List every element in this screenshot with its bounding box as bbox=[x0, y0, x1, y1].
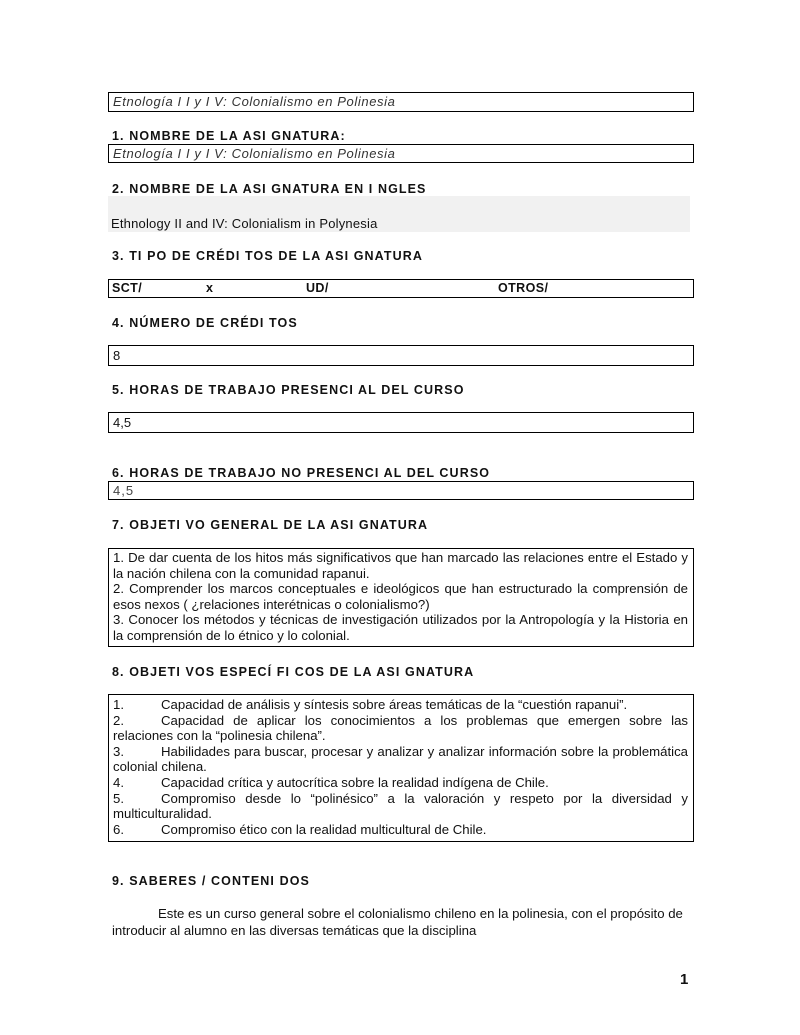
english-name-text: Ethnology II and IV: Colonialism in Polynesia bbox=[111, 216, 378, 231]
contents-paragraph: Este es un curso general sobre el colonialismo chileno en la polinesia, con el propósito de introducir al alumno en las diversas temáticas que la disciplina bbox=[112, 906, 683, 938]
specific-objective-item bbox=[113, 744, 688, 775]
credit-type-otros: OTROS/ bbox=[498, 281, 549, 295]
credits-number-field: 8 bbox=[108, 345, 694, 366]
course-name-field: Etnología I I y I V: Colonialismo en Polinesia bbox=[108, 144, 694, 163]
course-title-box: Etnología I I y I V: Colonialismo en Polinesia bbox=[108, 92, 694, 112]
presential-hours-field: 4,5 bbox=[108, 412, 694, 433]
section-5-heading: 5. HORAS DE TRABAJO PRESENCI AL DEL CURSO bbox=[112, 383, 465, 397]
specific-objective-number: 6. bbox=[113, 821, 124, 837]
specific-objective-text: Compromiso ético con la realidad multicultural de Chile. bbox=[161, 821, 487, 837]
credit-type-box bbox=[108, 279, 694, 298]
general-objective-item: 2. Comprender los marcos conceptuales e ideológicos que han estructurado la comprensión de esos nexos ( ¿relaciones interétnicas o colonialismo?) bbox=[113, 581, 688, 612]
section-1-heading: 1. NOMBRE DE LA ASI GNATURA: bbox=[112, 129, 346, 143]
specific-objectives-box bbox=[108, 694, 694, 842]
specific-objective-item bbox=[113, 791, 688, 822]
specific-objective-text: Compromiso desde lo “polinésico” a la valoración y respeto por la diversidad y multiculturalidad. bbox=[113, 790, 688, 822]
specific-objective-text: Capacidad de aplicar los conocimientos a los problemas que emergen sobre las relaciones con la “polinesia chilena”. bbox=[113, 712, 688, 744]
specific-objective-number: 5. bbox=[113, 790, 124, 806]
general-objective-item: 1. De dar cuenta de los hitos más significativos que han marcado las relaciones entre el Estado y la nación chilena con la comunidad rapanui. bbox=[113, 550, 688, 581]
section-8-heading: 8. OBJETI VOS ESPECÍ FI COS DE LA ASI GNATURA bbox=[112, 665, 475, 679]
page-number: 1 bbox=[680, 971, 689, 988]
credit-type-sct: SCT/ bbox=[112, 281, 143, 295]
specific-objective-item bbox=[113, 697, 688, 713]
general-objective-item: 3. Conocer los métodos y técnicas de investigación utilizados por la Antropología y la Historia en la comprensión de lo étnico y lo colonial. bbox=[113, 612, 688, 643]
specific-objective-text: Capacidad crítica y autocrítica sobre la realidad indígena de Chile. bbox=[161, 774, 549, 790]
specific-objective-text: Capacidad de análisis y síntesis sobre áreas temáticas de la “cuestión rapanui”. bbox=[161, 697, 628, 712]
general-objective-box bbox=[108, 548, 694, 647]
section-9-heading: 9. SABERES / CONTENI DOS bbox=[112, 874, 310, 888]
non-presential-hours-field: 4,5 bbox=[108, 481, 694, 500]
specific-objective-number: 3. bbox=[113, 743, 124, 759]
credit-type-mark: x bbox=[206, 281, 214, 295]
section-7-heading: 7. OBJETI VO GENERAL DE LA ASI GNATURA bbox=[112, 518, 429, 532]
specific-objective-number: 1. bbox=[113, 697, 124, 712]
specific-objective-item bbox=[113, 775, 688, 791]
section-4-heading: 4. NÚMERO DE CRÉDI TOS bbox=[112, 316, 298, 330]
english-name-field bbox=[108, 196, 690, 232]
specific-objective-item bbox=[113, 822, 688, 838]
section-2-heading: 2. NOMBRE DE LA ASI GNATURA EN I NGLES bbox=[112, 182, 427, 196]
section-6-heading: 6. HORAS DE TRABAJO NO PRESENCI AL DEL CURSO bbox=[112, 466, 491, 480]
section-3-heading: 3. TI PO DE CRÉDI TOS DE LA ASI GNATURA bbox=[112, 249, 423, 263]
specific-objective-item bbox=[113, 713, 688, 744]
specific-objective-number: 4. bbox=[113, 774, 124, 790]
credit-type-ud: UD/ bbox=[306, 281, 329, 295]
specific-objective-text: Habilidades para buscar, procesar y analizar y analizar información sobre la problemática colonial chilena. bbox=[113, 743, 688, 775]
specific-objective-number: 2. bbox=[113, 712, 124, 728]
